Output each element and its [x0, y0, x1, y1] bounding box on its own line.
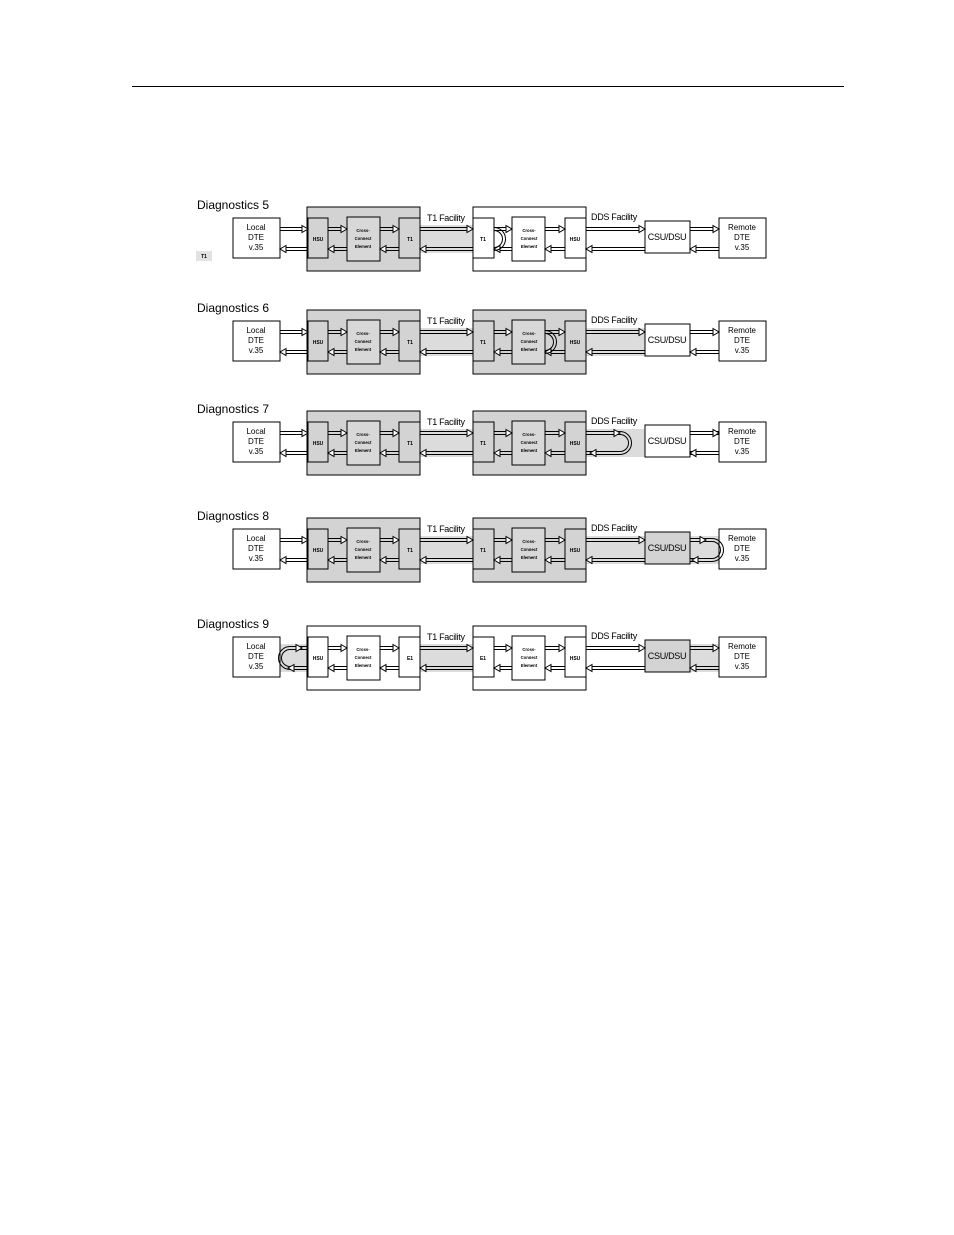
local-dte-label: DTE — [248, 437, 264, 446]
port-label: T1 — [480, 237, 486, 243]
local-dte-label: DTE — [248, 544, 264, 553]
diagnostic-diagram — [197, 617, 766, 690]
remote-dte-label: v.35 — [734, 447, 750, 456]
local-dte-label: Local — [246, 427, 266, 436]
remote-dte-label: DTE — [734, 544, 750, 553]
signal-line-forward — [690, 329, 719, 336]
remote-dte-label: v.35 — [734, 243, 750, 252]
dds-facility-label: DDS Facility — [591, 416, 637, 426]
local-dte-label: Local — [246, 223, 266, 232]
t1-path-shade — [420, 225, 474, 253]
cross-connect-label: Element — [520, 347, 538, 352]
dds-facility-label: DDS Facility — [591, 631, 637, 641]
csu-dsu-label: CSU/DSU — [647, 436, 687, 446]
cross-connect-label: Element — [354, 555, 372, 560]
dds-facility-label: DDS Facility — [591, 315, 637, 325]
remote-dte-label: DTE — [734, 233, 750, 242]
signal-line-return — [280, 246, 308, 253]
diagnostic-diagram — [197, 402, 766, 475]
local-dte-label: DTE — [248, 233, 264, 242]
port-label: T1 — [407, 548, 413, 554]
dds-facility-label: DDS Facility — [591, 523, 637, 533]
diagram-title: Diagnostics 7 — [197, 402, 270, 416]
signal-line-forward — [280, 430, 308, 437]
local-dte-label: Local — [246, 534, 266, 543]
cross-connect-label: Connect — [520, 236, 538, 241]
remote-dte-label: DTE — [734, 652, 750, 661]
csu-dsu-label: CSU/DSU — [647, 543, 687, 553]
local-dte-label: v.35 — [248, 662, 264, 671]
diagram-title: Diagnostics 8 — [197, 509, 270, 523]
local-dte-label: Local — [246, 326, 266, 335]
cross-connect-label: Connect — [354, 236, 372, 241]
cross-connect-label: Connect — [520, 655, 538, 660]
port-label: T1 — [480, 548, 486, 554]
cross-connect-label: Cross- — [356, 331, 370, 336]
signal-line-forward — [586, 226, 645, 233]
signal-line-return — [586, 665, 645, 672]
t1-facility-label: T1 Facility — [427, 524, 465, 534]
hsu-label: HSU — [569, 237, 581, 243]
t1-facility-label: T1 Facility — [427, 632, 465, 642]
cross-connect-label: Cross- — [522, 539, 536, 544]
t1-facility-label: T1 Facility — [427, 417, 465, 427]
cross-connect-label: Cross- — [356, 647, 370, 652]
remote-dte-label: DTE — [734, 437, 750, 446]
hsu-label: HSU — [569, 548, 581, 554]
dds-path-shade — [586, 536, 646, 564]
cross-connect-label: Element — [354, 448, 372, 453]
diagnostic-diagram — [196, 198, 766, 271]
local-dte-label: Local — [246, 642, 266, 651]
hsu-label: HSU — [569, 441, 581, 447]
cross-connect-label: Element — [354, 347, 372, 352]
cross-connect-label: Cross- — [356, 539, 370, 544]
signal-line-return — [586, 246, 645, 253]
signal-line-return — [690, 246, 719, 253]
diagram-title: Diagnostics 6 — [197, 301, 270, 315]
signal-line-return — [280, 349, 308, 356]
remote-dte-label: v.35 — [734, 662, 750, 671]
t1-path-shade — [420, 536, 474, 564]
cross-connect-label: Cross- — [522, 331, 536, 336]
cross-connect-label: Cross- — [522, 647, 536, 652]
csu-dsu-label: CSU/DSU — [647, 651, 687, 661]
cross-connect-label: Cross- — [522, 432, 536, 437]
cross-connect-label: Connect — [354, 655, 372, 660]
local-dte-label: v.35 — [248, 243, 264, 252]
remote-dte-label: Remote — [727, 223, 757, 232]
signal-line-return — [280, 557, 308, 564]
cross-connect-label: Connect — [354, 547, 372, 552]
hsu-label: HSU — [569, 656, 581, 662]
t1-facility-label: T1 Facility — [427, 213, 465, 223]
signal-line-forward — [586, 645, 645, 652]
dds-facility-label: DDS Facility — [591, 212, 637, 222]
local-dte-label: v.35 — [248, 346, 264, 355]
signal-line-forward — [280, 537, 308, 544]
local-dte-label: v.35 — [248, 554, 264, 563]
port-label: E1 — [479, 656, 487, 662]
csu-dsu-label: CSU/DSU — [647, 232, 687, 242]
cross-connect-label: Connect — [520, 440, 538, 445]
diagnostic-diagram — [197, 301, 766, 374]
cross-connect-label: Connect — [354, 440, 372, 445]
hsu-label: HSU — [312, 237, 324, 243]
signal-line-forward — [280, 226, 308, 233]
csu-dsu-label: CSU/DSU — [647, 335, 687, 345]
cross-connect-label: Connect — [354, 339, 372, 344]
remote-dte-label: v.35 — [734, 346, 750, 355]
remote-dte-label: DTE — [734, 336, 750, 345]
remote-dte-label: Remote — [727, 642, 757, 651]
cross-connect-label: Cross- — [522, 228, 536, 233]
arrowhead — [690, 450, 696, 457]
port-label: T1 — [480, 441, 486, 447]
cross-connect-label: Element — [520, 448, 538, 453]
cross-connect-label: Cross- — [356, 432, 370, 437]
local-dte-label: v.35 — [248, 447, 264, 456]
signal-line-return — [690, 349, 719, 356]
t1-path-shade — [420, 328, 474, 356]
port-label: T1 — [407, 340, 413, 346]
port-label: T1 — [480, 340, 486, 346]
remote-dte-label: Remote — [727, 427, 757, 436]
remote-dte-label: Remote — [727, 326, 757, 335]
signal-line-return — [280, 450, 308, 457]
local-dte-label: DTE — [248, 336, 264, 345]
cross-connect-label: Connect — [520, 339, 538, 344]
dds-path-shade — [586, 328, 646, 356]
cross-connect-label: Element — [354, 244, 372, 249]
cross-connect-label: Cross- — [356, 228, 370, 233]
cross-connect-label: Element — [354, 663, 372, 668]
cross-connect-label: Element — [520, 244, 538, 249]
port-label: E1 — [406, 656, 414, 662]
cross-connect-label: Element — [520, 555, 538, 560]
port-label: T1 — [407, 441, 413, 447]
remote-dte-label: v.35 — [734, 554, 750, 563]
cross-connect-label: Connect — [520, 547, 538, 552]
signal-line-forward — [690, 226, 719, 233]
hsu-label: HSU — [312, 548, 324, 554]
cross-connect-label: Element — [520, 663, 538, 668]
diagram-title: Diagnostics 5 — [197, 198, 270, 212]
remote-dte-label: Remote — [727, 534, 757, 543]
diagnostic-diagram — [197, 509, 766, 582]
hsu-label: HSU — [312, 340, 324, 346]
hsu-label: HSU — [569, 340, 581, 346]
hsu-label: HSU — [312, 656, 324, 662]
signal-line-forward — [280, 329, 308, 336]
t1-path-shade — [420, 429, 474, 457]
arrowhead — [713, 430, 719, 437]
hsu-label: HSU — [312, 441, 324, 447]
note-tag-label: T1 — [201, 254, 207, 260]
local-dte-label: DTE — [248, 652, 264, 661]
t1-path-shade — [420, 644, 474, 672]
t1-facility-label: T1 Facility — [427, 316, 465, 326]
diagram-title: Diagnostics 9 — [197, 617, 270, 631]
port-label: T1 — [407, 237, 413, 243]
